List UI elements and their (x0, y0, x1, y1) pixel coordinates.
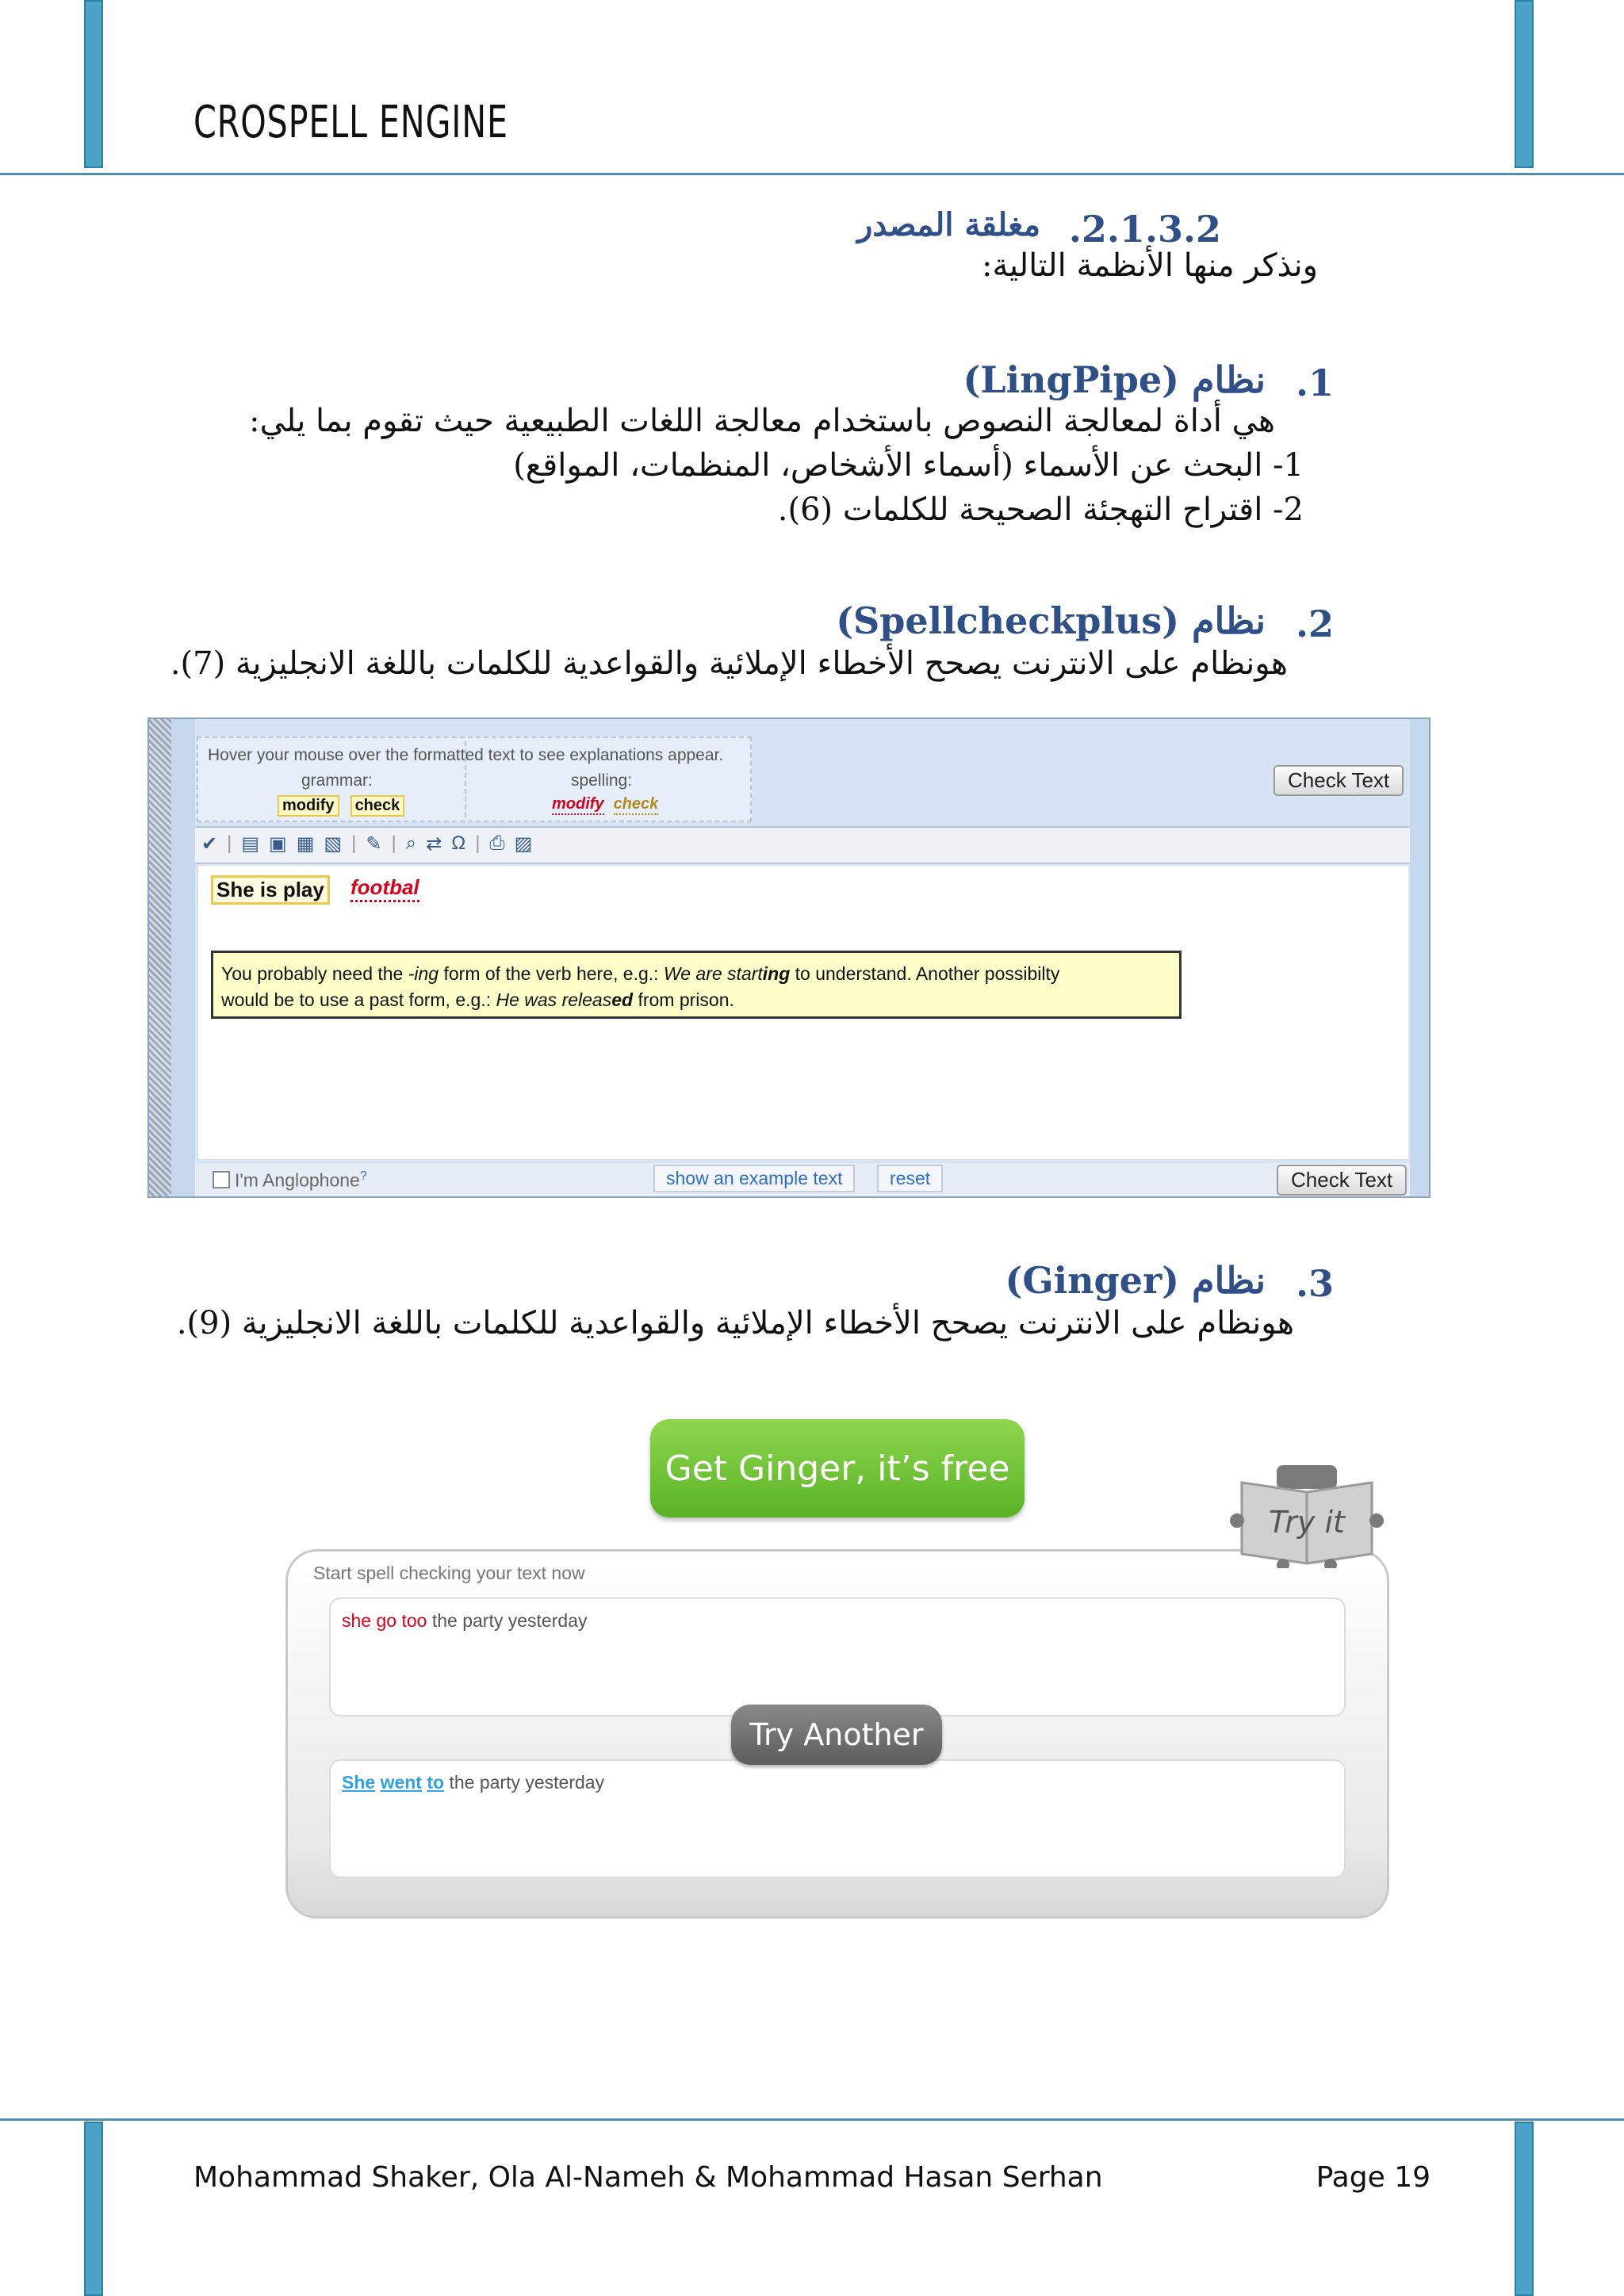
spellcheckplus-screenshot (147, 718, 1431, 1198)
tooltip-line-2: would be to use a past form, e.g.: He was released from prison. (221, 989, 734, 1010)
item3-description: هونظام على الانترنت يصحح الأخطاء الإملائية والقواعدية للكلمات باللغة الانجليزية (9). (176, 1305, 1294, 1341)
tooltip-line-1: You probably need the -ing form of the verb here, e.g.: We are starting to understand. Another possibilty (221, 963, 1060, 984)
try-another-button[interactable]: Try Another (731, 1705, 942, 1765)
grammar-check-sample: check (350, 795, 405, 817)
hover-hint: Hover your mouse over the formatted text to see explanations appear. (208, 746, 724, 764)
grammar-flagged-phrase[interactable]: She is play (211, 875, 330, 905)
check-text-button-top[interactable]: Check Text (1274, 765, 1404, 796)
ginger-prompt: Start spell checking your text now (313, 1563, 585, 1583)
item1-point-1: 1- البحث عن الأسماء (أسماء الأشخاص، المنظمات، المواقع) (513, 447, 1304, 484)
footer-left-bar (84, 2122, 103, 2296)
item3-title: نظام (Ginger) (1005, 1259, 1266, 1302)
grammar-explanation-tooltip (211, 951, 1182, 1019)
screenshot-side-stripe (149, 719, 171, 1198)
item1-description: هي أداة لمعالجة النصوص باستخدام معالجة اللغات الطبيعية حيث تقوم بما يلي: (249, 403, 1275, 439)
paste-icon[interactable]: ▤ (241, 833, 260, 855)
clean-icon[interactable]: ✎ (366, 833, 382, 855)
check-text-button-bottom[interactable]: Check Text (1277, 1165, 1407, 1196)
spelling-label: spelling: (571, 771, 633, 790)
explanation-legend (197, 737, 752, 822)
section-number: .2.1.3.2 (1068, 208, 1221, 251)
anglophone-label: I'm Anglophone? (235, 1169, 367, 1191)
spelling-check-sample: check (614, 795, 659, 815)
footer-rule (0, 2118, 1624, 2121)
editor-toolbar (195, 826, 1410, 864)
replace-icon[interactable]: ⇄ (426, 833, 442, 855)
spellcheck-icon[interactable]: ✔ (201, 833, 218, 855)
header-rule (0, 173, 1624, 175)
paste-text-icon[interactable]: ▣ (269, 833, 287, 855)
input-rest-text: the party yesterday (427, 1610, 588, 1631)
get-ginger-button[interactable]: Get Ginger, it’s free (650, 1419, 1025, 1517)
copy-icon[interactable]: ▧ (324, 833, 343, 855)
paste-word-icon[interactable]: ▦ (296, 833, 315, 855)
ginger-input-box[interactable] (329, 1598, 1346, 1716)
print-icon[interactable]: ⎙ (489, 832, 505, 854)
footer-authors: Mohammad Shaker, Ola Al-Nameh & Mohammad Hasan Serhan (193, 2161, 1103, 2194)
bottom-bar (195, 1163, 1410, 1198)
show-example-button[interactable]: show an example text (653, 1165, 855, 1192)
grammar-label: grammar: (301, 771, 373, 790)
item1-title: نظام (LingPipe) (963, 358, 1266, 401)
try-it-label: Try it (1269, 1505, 1345, 1540)
section-intro: ونذكر منها الأنظمة التالية: (981, 247, 1318, 284)
input-error-word: she (342, 1610, 372, 1631)
find-icon[interactable]: ⌕ (405, 832, 417, 854)
grammar-samples (278, 795, 404, 817)
spelling-samples (552, 795, 658, 815)
misspelled-word[interactable]: footbal (350, 875, 419, 902)
header-left-bar (84, 0, 103, 168)
spelling-modify-sample: modify (552, 795, 604, 815)
reset-button[interactable]: reset (877, 1165, 943, 1192)
footer-right-bar (1515, 2122, 1534, 2296)
output-rest-text: the party yesterday (444, 1772, 605, 1793)
toolbar-icons: ✔ | ▤ ▣ ▦ ▧ | ✎ | ⌕ ⇄ Ω | ⎙ ▨ (201, 832, 533, 855)
corrected-word: She (342, 1772, 376, 1793)
corrected-word: went (380, 1772, 422, 1793)
preview-icon[interactable]: ▨ (514, 833, 533, 855)
item2-number: .2 (1295, 603, 1334, 645)
page-number: Page 19 (1316, 2161, 1431, 2194)
input-error-word: too (401, 1610, 427, 1631)
item1-point-2: 2- اقتراح التهجئة الصحيحة للكلمات (6). (777, 492, 1304, 528)
try-it-badge[interactable] (1228, 1465, 1386, 1568)
special-char-icon[interactable]: Ω (451, 832, 466, 854)
ginger-output-box (329, 1759, 1346, 1878)
grammar-modify-sample: modify (278, 795, 339, 817)
section-title: مغلقة المصدر (857, 206, 1040, 243)
header-right-bar (1515, 0, 1534, 168)
item2-description: هونظام على الانترنت يصحح الأخطاء الإملائية والقواعدية للكلمات باللغة الانجليزية (7). (170, 645, 1288, 682)
legend-divider (465, 741, 466, 817)
anglophone-checkbox[interactable] (213, 1171, 230, 1188)
item2-title: نظام (Spellcheckplus) (836, 599, 1266, 642)
corrected-word: to (427, 1772, 445, 1793)
item3-number: .3 (1295, 1262, 1334, 1305)
header-title: CROSPELL ENGINE (193, 97, 508, 148)
input-error-word: go (376, 1610, 397, 1631)
item1-number: .1 (1295, 362, 1334, 404)
